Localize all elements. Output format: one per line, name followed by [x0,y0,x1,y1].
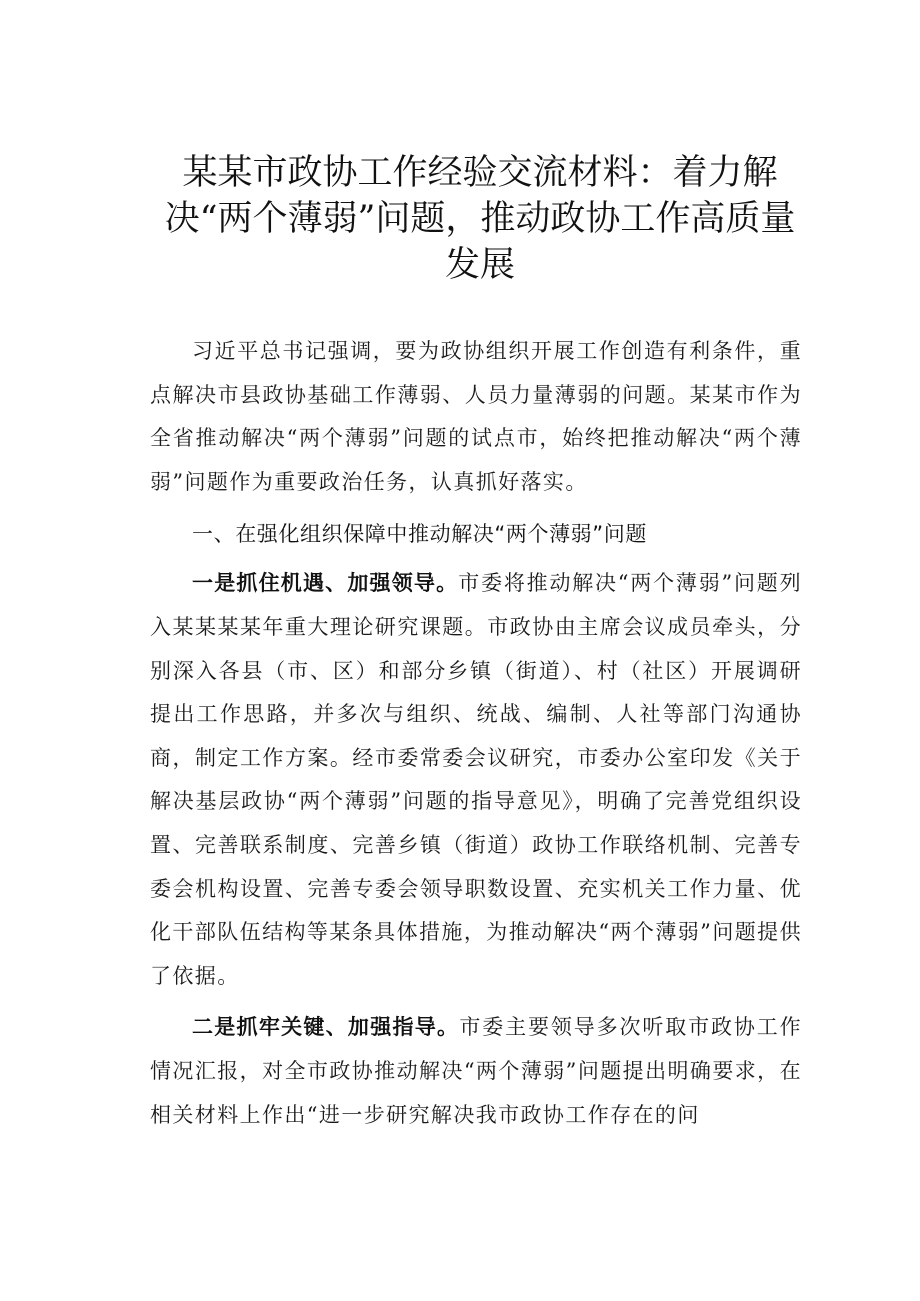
point-paragraph-1 [150,562,802,998]
point-text-1: 市委将推动解决“两个薄弱”问题列入某某某某年重大理论研究课题。市政协由主席会议成员牵头，分别深入各县（市、区）和部分乡镇（街道）、村（社区）开展调研提出工作思路，并多次与组织、统战、编制、人社等部门沟通协商，制定工作方案。经市委常委会议研究，市委办公室印发《关于解决基层政协“两个薄弱”问题的指导意见》，明确了完善党组织设置、完善联系制度、完善乡镇（街道）政协工作联络机制、完善专委会机构设置、完善专委会领导职数设置、充实机关工作力量、优化干部队伍结构等某条具体措施，为推动解决“两个薄弱”问题提供了依据。 [150,571,802,988]
point-text-2: 市委主要领导多次听取市政协工作情况汇报，对全市政协推动解决“两个薄弱”问题提出明确要求，在相关材料上作出“进一步研究解决我市政协工作存在的问 [150,1015,802,1127]
intro-paragraph: 习近平总书记强调，要为政协组织开展工作创造有利条件，重点解决市县政协基础工作薄弱、人员力量薄弱的问题。某某市作为全省推动解决“两个薄弱”问题的试点市，始终把推动解决“两个薄弱”问题作为重要政治任务，认真抓好落实。 [150,339,802,494]
point-lead-2: 二是抓牢关键、加强指导。 [192,1015,460,1040]
document-body [150,330,802,1145]
point-paragraph-2 [150,1006,802,1137]
point-lead-1: 一是抓住机遇、加强领导。 [192,571,459,596]
section-heading: 一、在强化组织保障中推动解决“两个薄弱”问题 [192,522,647,547]
document-title: 某某市政协工作经验交流材料：着力解决“两个薄弱”问题，推动政协工作高质量发展 [164,153,796,285]
